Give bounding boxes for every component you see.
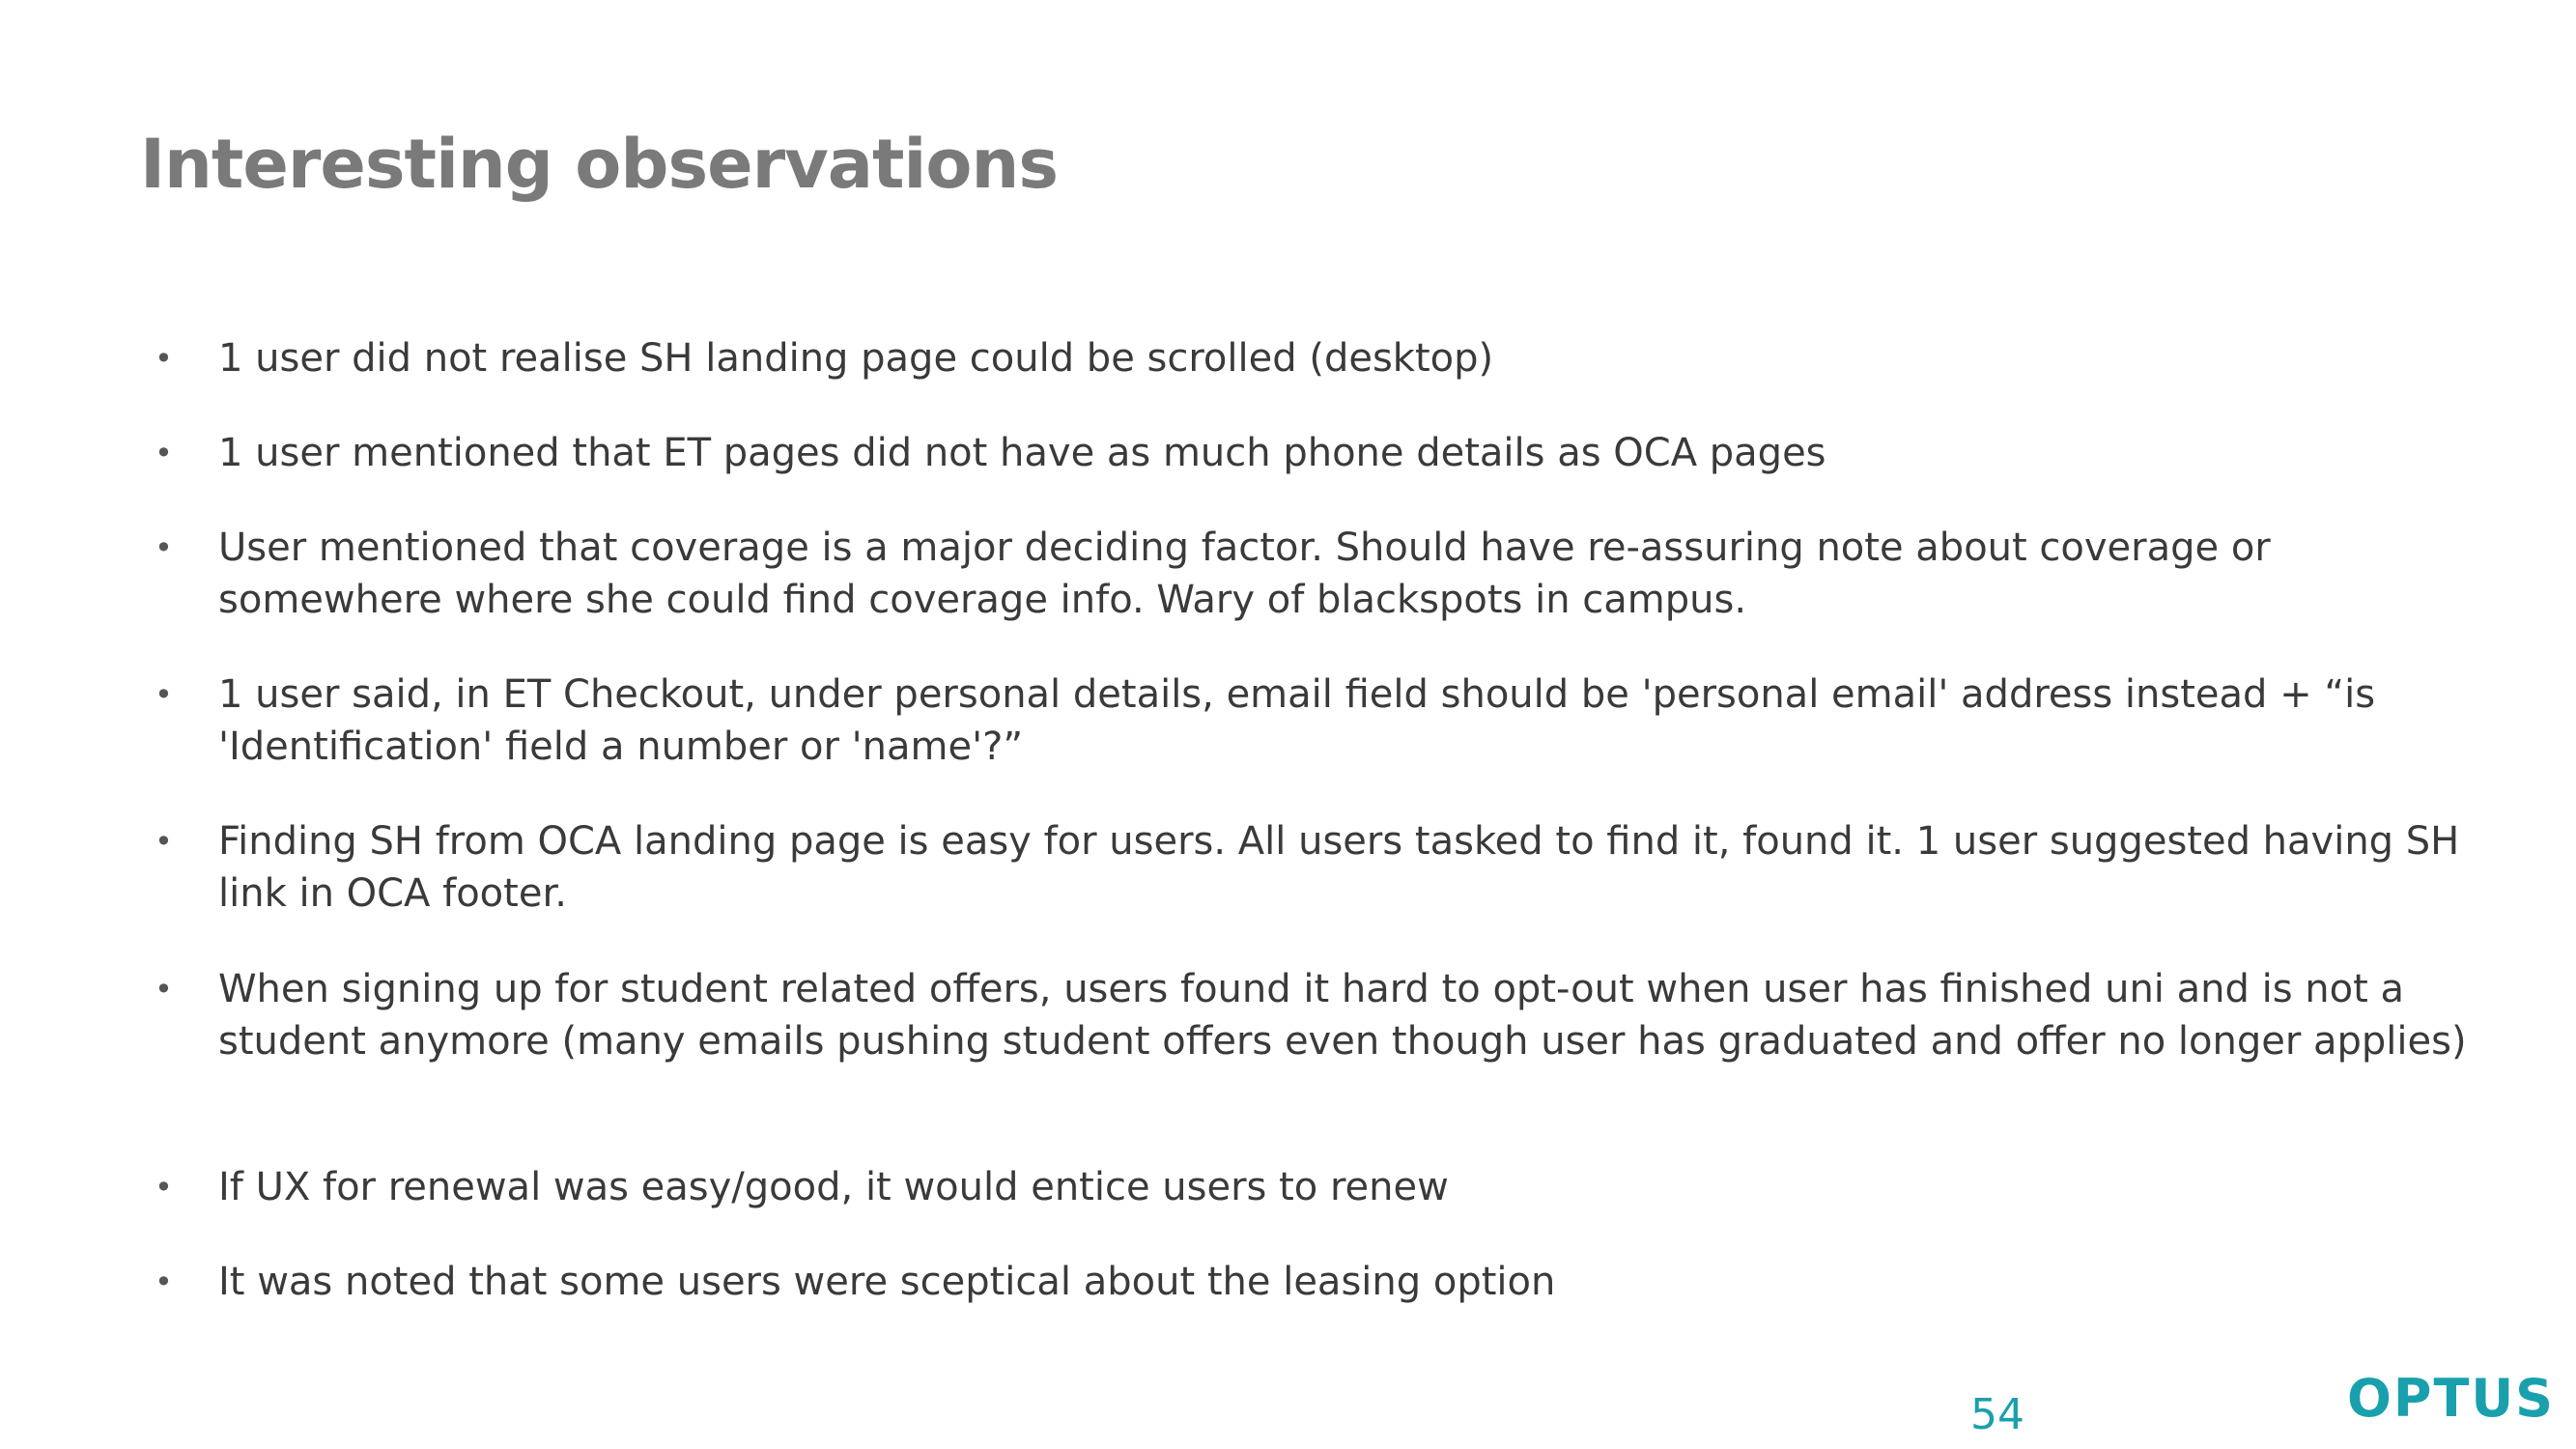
bullet-text: 1 user did not realise SH landing page could be scrolled (desktop): [218, 336, 1494, 381]
bullet-text: It was noted that some users were sceptical about the leasing option: [218, 1260, 1556, 1304]
bullet-item: [155, 427, 2473, 479]
bullet-text: User mentioned that coverage is a major deciding factor. Should have re-assuring note about coverage or somewhere where she could find coverage info. Wary of blackspots in campus.: [218, 526, 2271, 622]
bullet-item: [155, 522, 2473, 626]
slide-title: Interesting observations: [140, 125, 1059, 204]
bullet-dot: •: [155, 1264, 173, 1300]
bullet-text: 1 user mentioned that ET pages did not have as much phone details as OCA pages: [218, 431, 1826, 475]
bullet-item: [155, 1256, 2473, 1308]
bullet-dot: •: [155, 823, 173, 860]
bullet-text: When signing up for student related offers, users found it hard to opt-out when user has finished uni and is not a student anymore (many emails pushing student offers even though user has graduated and offer no longer applies): [218, 967, 2467, 1064]
bullet-dot: •: [155, 1169, 173, 1206]
bullet-item: [155, 1161, 2473, 1213]
optus-logo: OPTUS: [2347, 1368, 2556, 1429]
bullet-text: 1 user said, in ET Checkout, under personal details, email field should be 'personal email' address instead + “is 'Identification' field a number or 'name'?”: [218, 672, 2376, 769]
bullet-dot: •: [155, 676, 173, 713]
bullet-item: [155, 815, 2473, 920]
bullet-item: [155, 668, 2473, 773]
page-number: 54: [1970, 1390, 2024, 1439]
bullet-dot: •: [155, 971, 173, 1008]
bullet-item: [155, 963, 2473, 1067]
bullet-text: If UX for renewal was easy/good, it would entice users to renew: [218, 1165, 1449, 1209]
bullet-dot: •: [155, 340, 173, 377]
bullet-text: Finding SH from OCA landing page is easy for users. All users tasked to find it, found it. 1 user suggested having SH link in OCA footer.: [218, 819, 2460, 916]
bullet-dot: •: [155, 529, 173, 566]
bullet-item: [155, 332, 2473, 384]
bullet-dot: •: [155, 435, 173, 471]
